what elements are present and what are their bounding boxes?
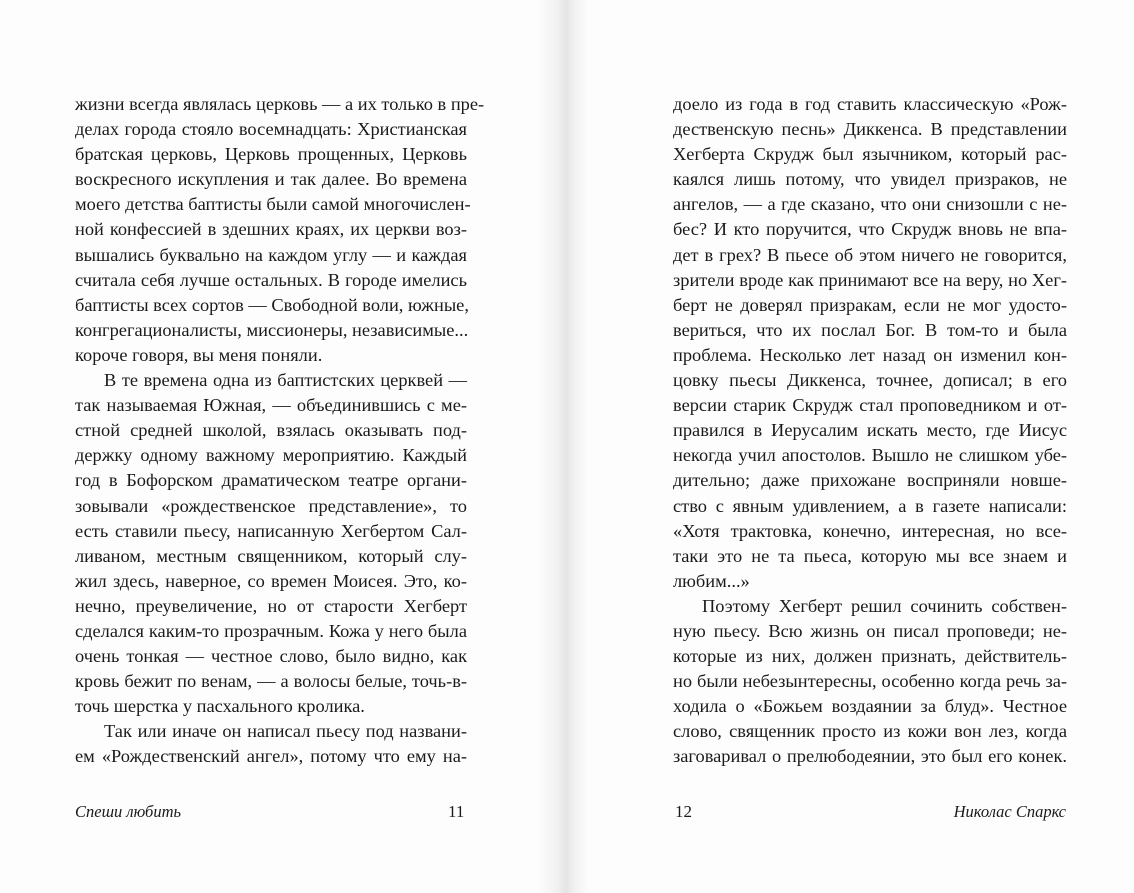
text-line: есть ставили пьесу, написанную Хегбертом Сал- — [75, 520, 467, 541]
text-line: моего детства баптисты были самой многочислен- — [75, 194, 471, 215]
text-line: держку одному важному мероприятию. Каждый — [75, 445, 467, 466]
text-line: доело из года в год ставить классическую «Рож- — [673, 94, 1067, 114]
text-line: дительно; даже прихожане восприняли новше- — [673, 470, 1067, 491]
text-line: кровь бежит по венам, — а волосы белые, точь-в- — [75, 671, 467, 692]
text-line: жизни всегда являлась церковь — а их только в пре- — [75, 94, 485, 114]
text-line: заговаривал о прелюбодеянии, это был его конек. — [673, 746, 1067, 767]
paragraph-start-line: В те времена одна из баптистских церквей — — [104, 370, 467, 391]
gutter-shadow — [537, 0, 567, 893]
text-line: считала себя лучше остальных. В городе имелись — [75, 269, 467, 290]
text-line: ем «Рождественский ангел», потому что ему на- — [75, 746, 467, 767]
text-line: таки это не та пьеса, которую мы все знаем и — [673, 545, 1067, 566]
text-line: ливаном, местным священником, который слу- — [75, 545, 467, 566]
text-line: каялся лишь потому, что увидел призраков, не — [673, 169, 1067, 190]
text-line: проблема. Несколько лет назад он изменил кон- — [673, 344, 1067, 365]
text-line: дет в грех? В пьесе об этом ничего не говорится, — [673, 244, 1067, 265]
text-line: братская церковь, Церковь прощенных, Церковь — [75, 144, 467, 165]
text-line: некогда учил апостолов. Вышло не слишком убе- — [673, 445, 1067, 466]
text-line: нечно, преувеличение, но от старости Хегберт — [75, 595, 467, 616]
text-line: вериться, что их послал Бог. В том-то и была — [673, 319, 1067, 340]
text-line: год в Бофорском драматическом театре органи- — [75, 470, 467, 491]
text-line: делах города стояло восемнадцать: Христианская — [75, 119, 467, 140]
text-line: слово, священник просто из кожи вон лез, когда — [673, 721, 1067, 742]
text-line: зрители вроде как принимают все на веру, но Хег- — [673, 269, 1067, 290]
text-line: версии старик Скрудж стал проповедником и от- — [673, 395, 1067, 416]
paragraph-start-line: Поэтому Хегберт решил сочинить собствен- — [702, 595, 1067, 616]
text-line: ство с явным удивлением, а в газете написали: — [673, 495, 1067, 516]
text-line: воскресного искупления и так далее. Во времена — [75, 169, 467, 190]
text-line: бес? И кто поручится, что Скрудж вновь не впа- — [673, 219, 1067, 240]
text-line: зовывали «рождественское представление», то — [75, 495, 467, 516]
text-line: ходила о «Божьем воздаянии за блуд». Честное — [673, 696, 1067, 717]
text-line: баптисты всех сортов — Свободной воли, южные, — [75, 294, 469, 315]
text-line: берт не доверял призракам, если не мог удосто- — [673, 294, 1067, 315]
left-page-text — [75, 92, 485, 770]
text-line: так называемая Южная, — объединившись с ме- — [75, 395, 467, 416]
gutter-shadow — [567, 0, 589, 893]
text-line: правился в Иерусалим искать место, где Иисус — [673, 420, 1067, 441]
text-line: очень тонкая — честное слово, было видно, как — [75, 646, 467, 667]
text-line: ную пьесу. Всю жизнь он писал проповеди; не- — [673, 620, 1067, 641]
text-line: Хегберта Скрудж был язычником, который рас- — [673, 144, 1067, 165]
text-line: дественскую песнь» Диккенса. В представлении — [673, 119, 1067, 140]
text-line: конгрегационалисты, миссионеры, независимые... — [75, 319, 469, 340]
text-line: точь шерстка у пасхального кролика. — [75, 696, 365, 717]
page-number: 12 — [675, 802, 692, 821]
text-line: «Хотя трактовка, конечно, интересная, но все- — [673, 520, 1067, 541]
footer-book-title: Спеши любить — [75, 802, 181, 821]
text-line: сделался каким-то прозрачным. Кожа у него была — [75, 620, 467, 641]
text-line: которые из них, должен признать, действитель- — [673, 646, 1067, 667]
right-page-text — [673, 92, 1067, 770]
paragraph-start-line: Так или иначе он написал пьесу под названи- — [104, 721, 467, 742]
text-line: любим...» — [673, 570, 750, 591]
text-line: цовку пьесы Диккенса, точнее, дописал; в его — [673, 370, 1067, 391]
text-line: короче говоря, вы меня поняли. — [75, 344, 323, 365]
footer-author-name: Николас Спаркс — [953, 802, 1066, 821]
text-line: стной средней школой, взялась оказывать под- — [75, 420, 467, 441]
page-number: 11 — [448, 802, 465, 821]
text-line: жил здесь, наверное, со времен Моисея. Это, ко- — [75, 570, 467, 591]
right-page — [567, 0, 1134, 893]
text-line: ной конфессией в здешних краях, их церкви воз- — [75, 219, 467, 240]
text-line: ангелов, — а где сказано, что они снизошли с не- — [673, 194, 1067, 215]
text-line: вышались буквально на каждом углу — и каждая — [75, 244, 467, 265]
text-line: но были небезынтересны, особенно когда речь за- — [673, 671, 1067, 692]
